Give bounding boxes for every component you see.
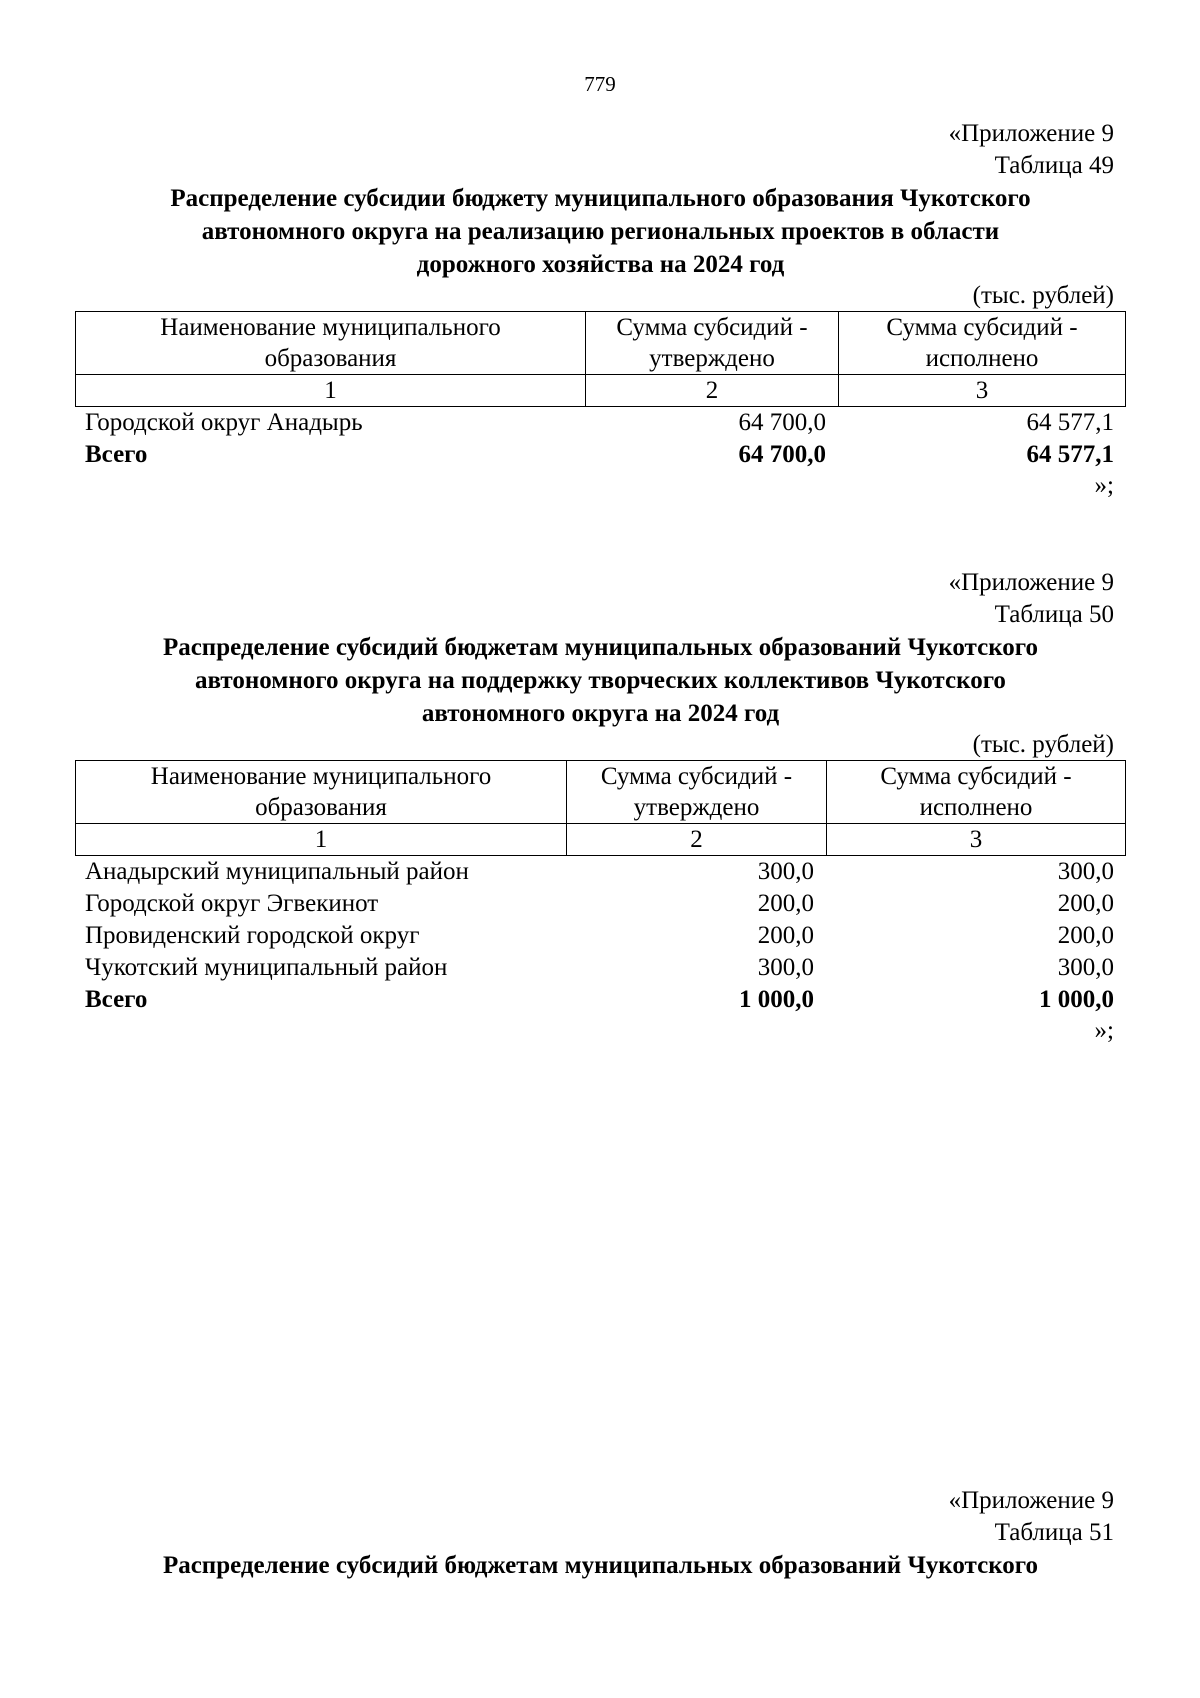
header-cell-name [76, 761, 567, 824]
header-cell-executed [839, 312, 1126, 375]
header-line: утверждено [633, 794, 760, 821]
table-label: Таблица 51 [994, 1519, 1114, 1546]
header-line: Наименование муниципального [150, 763, 492, 790]
row-approved: 300,0 [757, 954, 814, 981]
total-name: Всего [85, 441, 148, 468]
table-row [75, 952, 1126, 984]
column-number: 3 [827, 824, 1126, 856]
row-executed: 64 577,1 [1026, 409, 1114, 436]
title-line: автономного округа на поддержку творческих коллективов Чукотского [195, 667, 1006, 694]
row-name: Городской округ Анадырь [85, 409, 363, 436]
table-header [75, 760, 1126, 856]
title-line: дорожного хозяйства на 2024 год [416, 251, 785, 278]
title-line: Распределение субсидий бюджетам муниципальных образований Чукотского [162, 1552, 1039, 1579]
title-line: Распределение субсидии бюджету муниципального образования Чукотского [170, 185, 1031, 212]
table-row [75, 407, 1126, 439]
unit-label: (тыс. рублей) [972, 282, 1114, 309]
header-line: исполнено [925, 345, 1039, 372]
header-line: Сумма субсидий - [616, 314, 808, 341]
row-name: Чукотский муниципальный район [85, 954, 448, 981]
table-row [75, 920, 1126, 952]
table-body [75, 407, 1126, 471]
table-row [75, 888, 1126, 920]
row-name: Анадырский муниципальный район [85, 858, 469, 885]
row-approved: 200,0 [757, 922, 814, 949]
table-row [75, 856, 1126, 888]
header-line: Сумма субсидий - [600, 763, 793, 790]
total-name: Всего [85, 986, 148, 1013]
row-executed: 300,0 [1057, 858, 1114, 885]
unit-label: (тыс. рублей) [972, 731, 1114, 758]
header-line: Наименование муниципального [160, 314, 501, 341]
table-label: Таблица 49 [994, 152, 1114, 179]
column-number: 1 [76, 375, 586, 407]
total-row [75, 439, 1126, 471]
table-header [75, 311, 1126, 407]
header-cell-approved [586, 312, 839, 375]
header-cell-approved [567, 761, 827, 824]
row-name: Провиденский городской округ [85, 922, 420, 949]
row-executed: 200,0 [1057, 890, 1114, 917]
header-line: образования [255, 794, 387, 821]
column-number: 1 [76, 824, 567, 856]
header-cell-executed [827, 761, 1126, 824]
row-executed: 200,0 [1057, 922, 1114, 949]
header-line: Сумма субсидий - [880, 763, 1072, 790]
total-approved: 1 000,0 [739, 986, 814, 1013]
row-approved: 64 700,0 [738, 409, 826, 436]
row-executed: 300,0 [1057, 954, 1114, 981]
header-cell-name [76, 312, 586, 375]
column-number: 2 [567, 824, 827, 856]
table-50-section [75, 567, 1126, 1046]
header-line: исполнено [919, 794, 1033, 821]
row-approved: 200,0 [757, 890, 814, 917]
row-approved: 300,0 [757, 858, 814, 885]
table-title [75, 1549, 1126, 1582]
header-line: образования [264, 345, 397, 372]
table-49-section [75, 118, 1126, 501]
total-row [75, 984, 1126, 1016]
closing-quote: »; [1094, 1017, 1114, 1044]
column-number: 2 [586, 375, 839, 407]
column-number: 3 [839, 375, 1126, 407]
title-line: автономного округа на 2024 год [421, 700, 780, 727]
total-executed: 1 000,0 [1039, 986, 1114, 1013]
appendix-label: «Приложение 9 [948, 569, 1114, 596]
title-line: автономного округа на реализацию региональных проектов в области [201, 218, 1000, 245]
table-body [75, 856, 1126, 1016]
header-line: утверждено [649, 345, 775, 372]
total-executed: 64 577,1 [1026, 441, 1114, 468]
table-title [75, 182, 1126, 281]
table-title [75, 631, 1126, 730]
title-line: Распределение субсидий бюджетам муниципальных образований Чукотского [162, 634, 1039, 661]
closing-quote: »; [1094, 472, 1114, 499]
row-name: Городской округ Эгвекинот [85, 890, 379, 917]
appendix-label: «Приложение 9 [948, 1487, 1114, 1514]
header-line: Сумма субсидий - [886, 314, 1078, 341]
appendix-label: «Приложение 9 [948, 120, 1114, 147]
table-51-section [75, 1485, 1126, 1582]
page-number: 779 [584, 72, 616, 96]
total-approved: 64 700,0 [738, 441, 826, 468]
table-label: Таблица 50 [994, 601, 1114, 628]
